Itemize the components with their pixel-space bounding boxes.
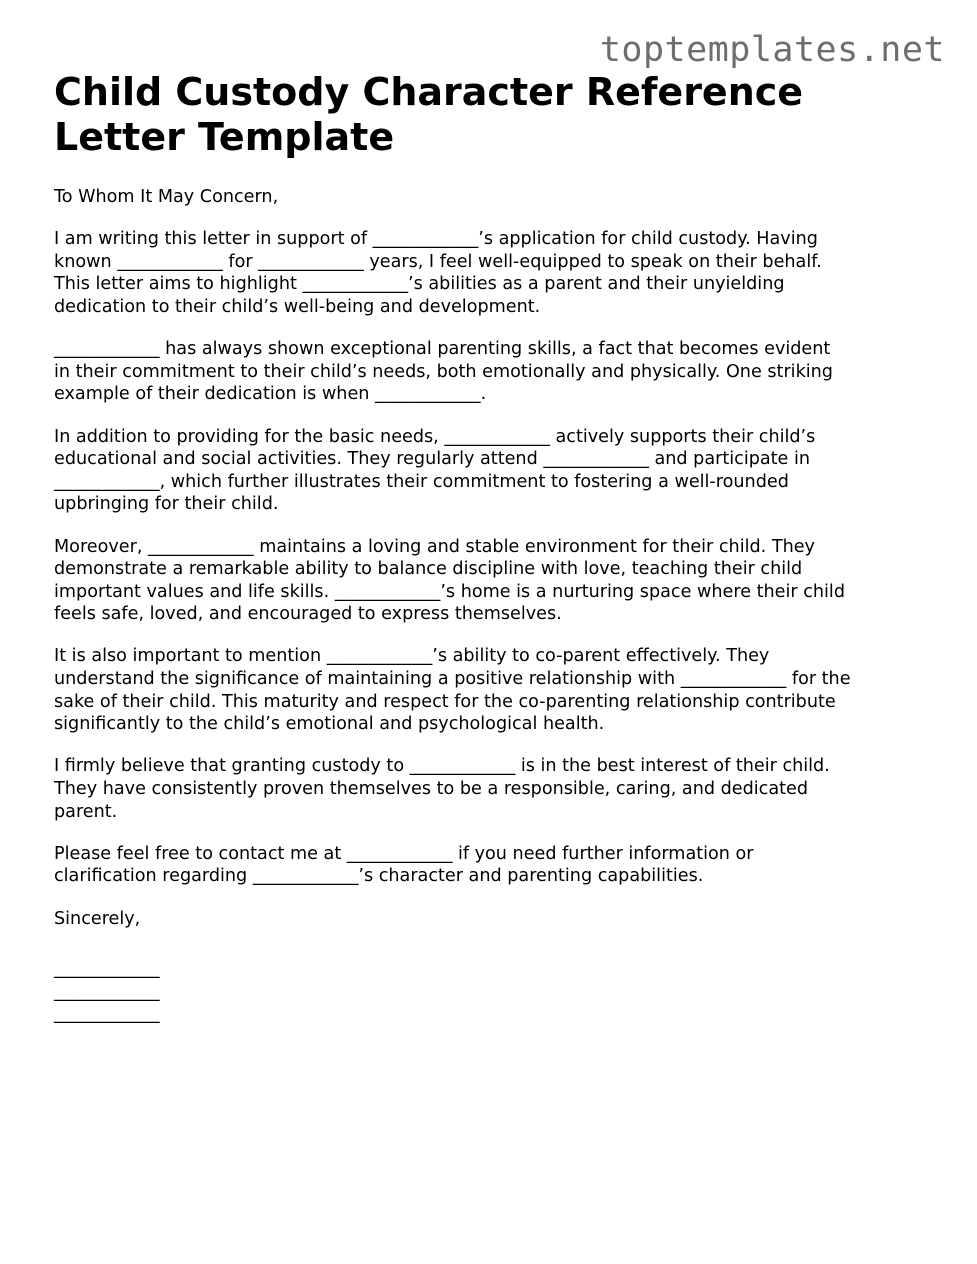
paragraph-6 [54, 755, 934, 823]
paragraph-line: example of their dedication is when ____________. [54, 384, 487, 405]
document-title [54, 70, 934, 160]
letter-body [54, 186, 934, 1026]
salutation: To Whom It May Concern, [54, 187, 279, 207]
paragraph-line: dedication to their child’s well-being and development. [54, 296, 541, 317]
paragraph-line: parent. [54, 801, 118, 822]
closing: Sincerely, [54, 908, 141, 929]
paragraph-line: known ____________ for ____________ years, I feel well-equipped to speak on their behalf. [54, 251, 822, 272]
watermark: toptemplates.net [599, 30, 945, 70]
signature-line: ____________ [54, 959, 160, 980]
paragraph-line: ____________ has always shown exceptional parenting skills, a fact that becomes evident [54, 339, 831, 360]
paragraph-line: They have consistently proven themselves to be a responsible, caring, and dedicated [54, 779, 809, 800]
paragraph-line: I firmly believe that granting custody to ____________ is in the best interest of their child. [54, 756, 830, 777]
title-line-1: Child Custody Character Reference [54, 70, 804, 114]
paragraph-line: in their commitment to their child’s needs, both emotionally and physically. One striking [54, 361, 833, 382]
paragraph-line: ____________, which further illustrates their commitment to fostering a well-rounded [54, 471, 789, 492]
signature-block [54, 958, 934, 1026]
paragraph-line: important values and life skills. ____________’s home is a nurturing space where their child [54, 581, 845, 602]
paragraph-2 [54, 338, 934, 406]
paragraph-line: demonstrate a remarkable ability to balance discipline with love, teaching their child [54, 559, 803, 580]
paragraph-1 [54, 228, 934, 318]
paragraph-line: educational and social activities. They regularly attend ____________ and participate in [54, 449, 811, 470]
paragraph-line: This letter aims to highlight ____________’s abilities as a parent and their unyielding [54, 274, 785, 295]
paragraph-line: clarification regarding ____________’s character and parenting capabilities. [54, 866, 704, 887]
paragraph-line: Moreover, ____________ maintains a loving and stable environment for their child. They [54, 536, 815, 557]
paragraph-line: significantly to the child’s emotional and psychological health. [54, 714, 605, 735]
paragraph-line: In addition to providing for the basic needs, ____________ actively supports their child’s [54, 426, 816, 447]
paragraph-3 [54, 426, 934, 516]
paragraph-4 [54, 536, 934, 626]
paragraph-line: I am writing this letter in support of ____________’s application for child custody. Having [54, 229, 818, 250]
signature-line: ____________ [54, 1004, 160, 1025]
paragraph-7 [54, 843, 934, 888]
signature-line: ____________ [54, 981, 160, 1002]
paragraph-5 [54, 645, 934, 735]
paragraph-line: Please feel free to contact me at ____________ if you need further information or [54, 843, 754, 864]
paragraph-line: sake of their child. This maturity and respect for the co-parenting relationship contribute [54, 691, 836, 712]
paragraph-line: upbringing for their child. [54, 494, 279, 515]
paragraph-line: understand the significance of maintaining a positive relationship with ____________ for the [54, 669, 851, 690]
paragraph-line: It is also important to mention ____________’s ability to co-parent effectively. They [54, 646, 770, 667]
title-line-2: Letter Template [54, 115, 395, 159]
paragraph-line: feels safe, loved, and encouraged to express themselves. [54, 604, 562, 625]
